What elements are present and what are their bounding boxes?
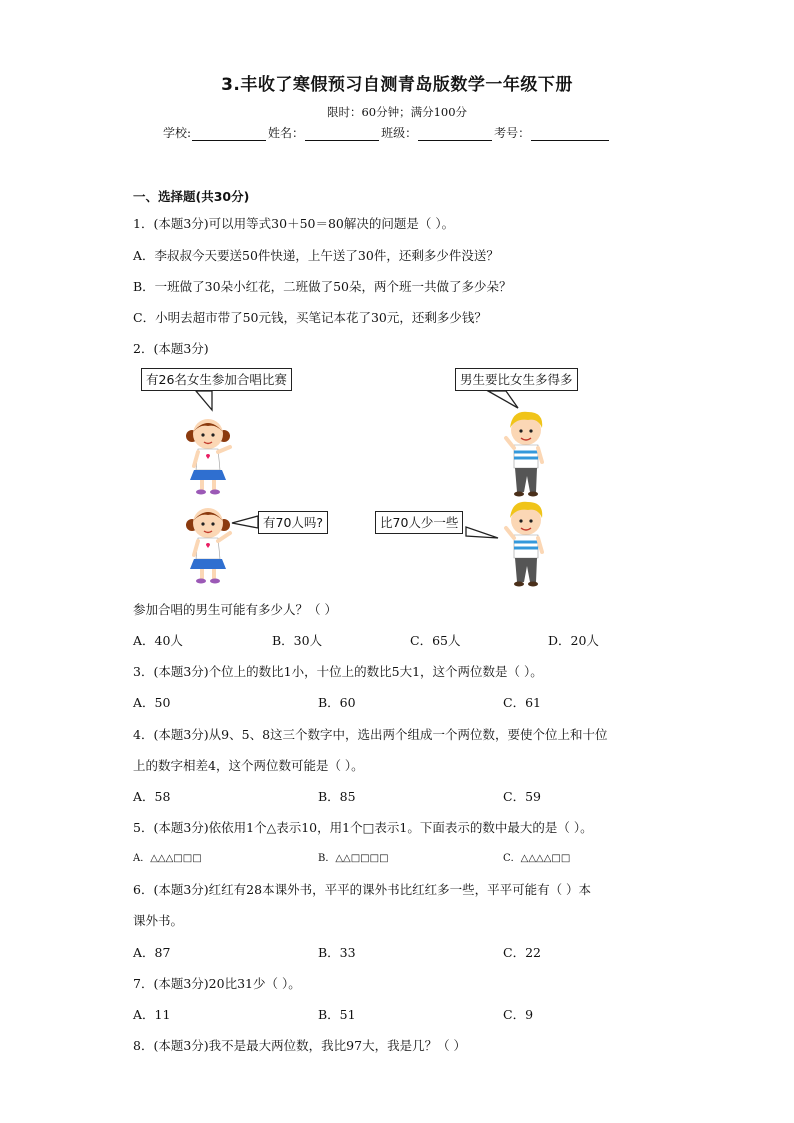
name-field[interactable]: [305, 128, 379, 141]
girl-top-bubble-tail: [196, 391, 212, 410]
q4-option-b[interactable]: B．85: [318, 789, 356, 804]
boy-bottom-speech-bubble: 比70人少一些: [375, 511, 463, 534]
name-label: 姓名：: [268, 126, 305, 140]
boy-figure-top: [506, 412, 542, 497]
q3-option-a[interactable]: A．50: [133, 695, 171, 710]
class-label: 班级：: [381, 126, 418, 140]
exam-limits: 限时：60分钟；满分100分: [326, 105, 468, 119]
q2-option-c[interactable]: C．65人: [410, 633, 461, 648]
q4-option-a[interactable]: A．58: [133, 789, 171, 804]
q2-question: 参加合唱的男生可能有多少人？（ ）: [133, 602, 337, 617]
girl-top-speech-bubble: 有26名女生参加合唱比赛: [141, 368, 292, 391]
q7-option-b[interactable]: B．51: [318, 1007, 356, 1022]
girl-figure-top: [186, 419, 230, 495]
q2-option-b[interactable]: B．30人: [272, 633, 323, 648]
q6-option-a[interactable]: A．87: [133, 945, 171, 960]
exam-no-label: 考号：: [494, 126, 531, 140]
q2-stem: 2．(本题3分): [133, 341, 209, 356]
q7-option-c[interactable]: C．9: [503, 1007, 534, 1022]
bubble-tails: [196, 391, 518, 538]
q1-stem: 1．(本题3分)可以用等式30＋50＝80解决的问题是（ ）。: [133, 216, 455, 231]
q1-option-a[interactable]: A．李叔叔今天要送50件快递，上午送了30件，还剩多少件没送？: [133, 248, 499, 263]
q5-option-b[interactable]: B．△△□□□□: [318, 853, 389, 864]
girl-bottom-speech-bubble: 有70人吗?: [258, 511, 328, 534]
q3-stem: 3．(本题3分)个位上的数比1小，十位上的数比5大1，这个两位数是（ ）。: [133, 664, 543, 679]
school-field[interactable]: [192, 128, 266, 141]
boy-top-speech-bubble: 男生要比女生多得多: [455, 368, 578, 391]
boy-figure-bottom: [506, 502, 542, 587]
q1-option-c[interactable]: C．小明去超市带了50元钱，买笔记本花了30元，还剩多少钱？: [133, 310, 487, 325]
class-field[interactable]: [418, 128, 492, 141]
q8-stem: 8．(本题3分)我不是最大两位数，我比97大，我是几？（ ）: [133, 1038, 467, 1053]
q6-option-b[interactable]: B．33: [318, 945, 356, 960]
q3-option-b[interactable]: B．60: [318, 695, 356, 710]
q4-option-c[interactable]: C．59: [503, 789, 541, 804]
q6-stem-line1: 6．(本题3分)红红有28本课外书，平平的课外书比红红多一些，平平可能有（ ）本: [133, 882, 592, 897]
student-info-row: [163, 124, 611, 141]
exam-no-field[interactable]: [531, 128, 609, 141]
q3-option-c[interactable]: C．61: [503, 695, 541, 710]
q6-stem-line2: 课外书。: [133, 913, 184, 928]
q4-stem-line1: 4．(本题3分)从9、5、8这三个数字中，选出两个组成一个两位数，要使个位上和十位: [133, 727, 608, 742]
q5-stem: 5．(本题3分)依依用1个△表示10，用1个□表示1。下面表示的数中最大的是（ ）。: [133, 820, 593, 835]
q6-option-c[interactable]: C．22: [503, 945, 541, 960]
boy-top-bubble-tail: [488, 391, 518, 408]
girl-bottom-bubble-tail: [232, 516, 258, 528]
q7-option-a[interactable]: A．11: [133, 1007, 171, 1022]
q5-option-c[interactable]: C．△△△△□□: [503, 853, 571, 864]
school-label: 学校:: [163, 126, 192, 140]
q2-option-a[interactable]: A．40人: [133, 633, 183, 648]
q2-option-d[interactable]: D．20人: [548, 633, 599, 648]
q7-stem: 7．(本题3分)20比31少（ ）。: [133, 976, 301, 991]
girl-figure-bottom: [186, 508, 230, 584]
q5-option-a[interactable]: A．△△△□□□: [133, 853, 202, 864]
page-title: 3.丰收了寒假预习自测青岛版数学一年级下册: [221, 75, 573, 95]
section-title: 一、选择题(共30分): [133, 189, 250, 204]
q1-option-b[interactable]: B．一班做了30朵小红花，二班做了50朵，两个班一共做了多少朵？: [133, 279, 512, 294]
boy-bottom-bubble-tail: [466, 527, 498, 538]
q4-stem-line2: 上的数字相差4，这个两位数可能是（ ）。: [133, 758, 364, 773]
